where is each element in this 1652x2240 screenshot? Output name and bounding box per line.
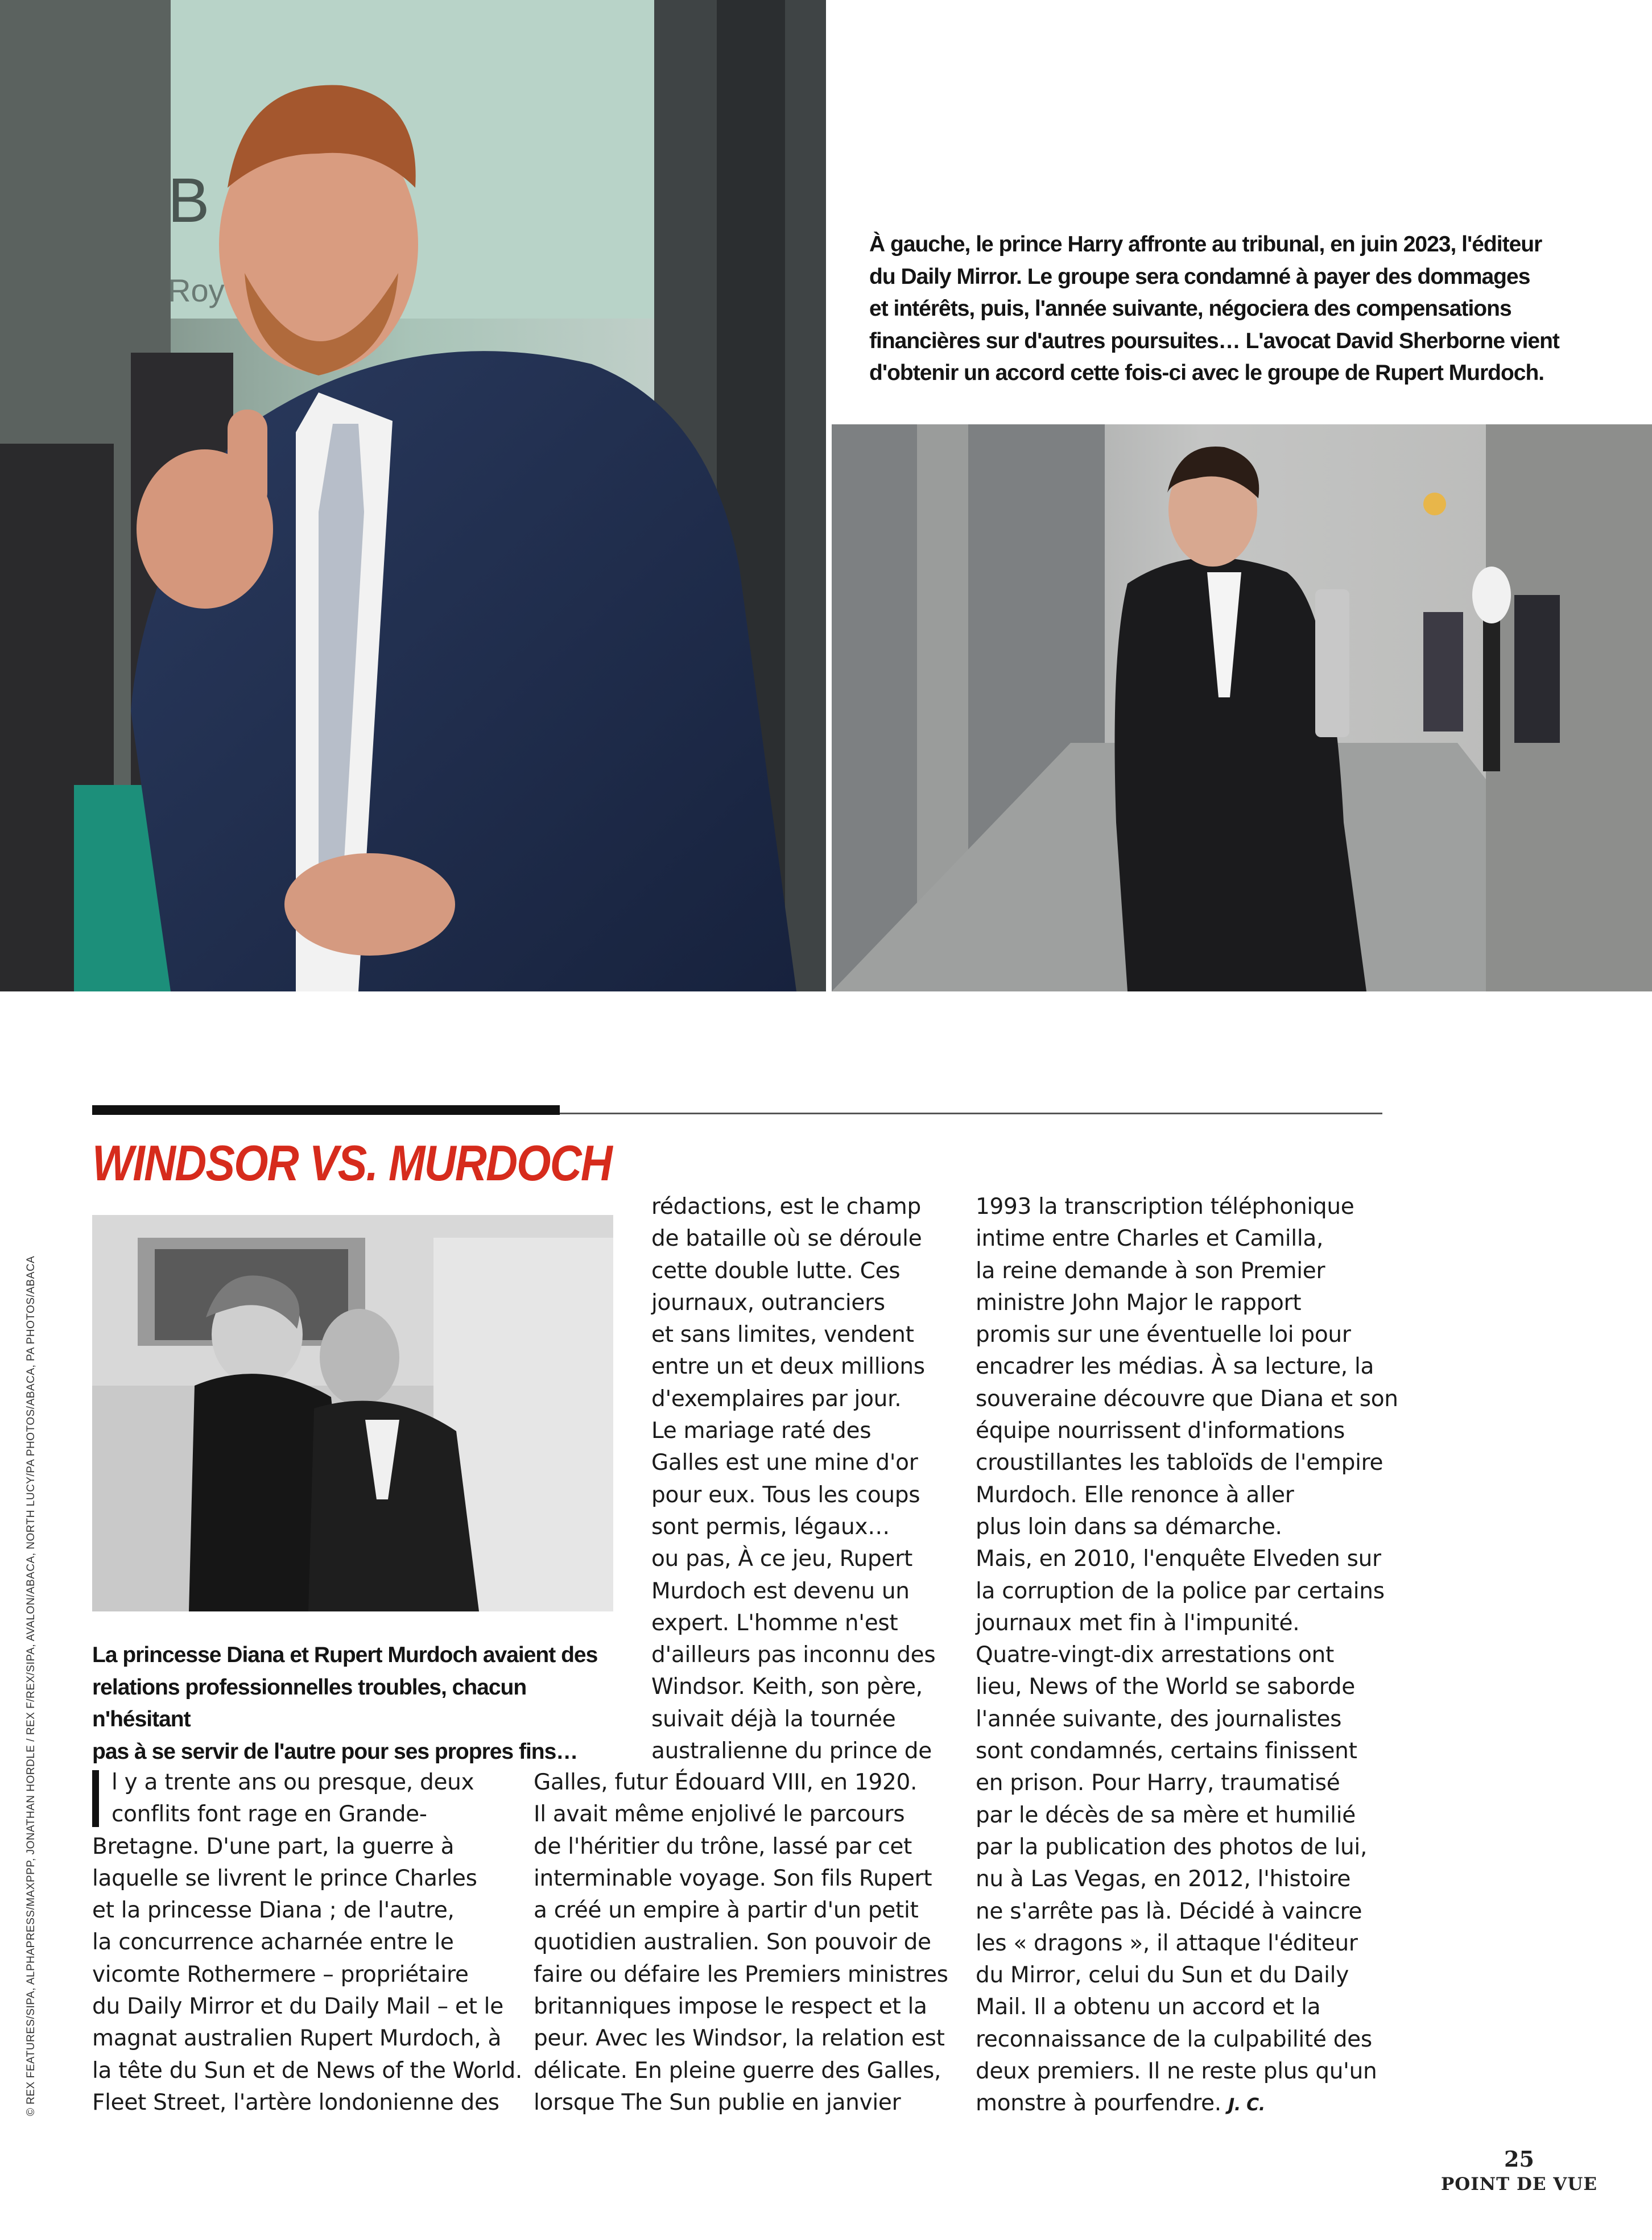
caption-harry-sherborne: [869, 229, 1580, 390]
text-line: journaux met fin à l'impunité.: [976, 1610, 1300, 1636]
text-line: promis sur une éventuelle loi pour: [976, 1322, 1351, 1348]
text-line: journaux, outranciers: [651, 1290, 885, 1316]
caption-line: du Daily Mirror. Le groupe sera condamné à payer des dommages: [869, 264, 1530, 289]
text-line: suivait déjà la tournée: [651, 1706, 896, 1732]
text-line: en prison. Pour Harry, traumatisé: [976, 1770, 1340, 1796]
text-line: Bretagne. D'une part, la guerre à: [92, 1833, 455, 1859]
page-number: 25: [1504, 2146, 1534, 2172]
text-line: encadrer les médias. À sa lecture, la: [976, 1354, 1374, 1380]
text-line: de l'héritier du trône, lassé par cet: [534, 1833, 912, 1859]
text-line: ou pas, À ce jeu, Rupert: [651, 1546, 912, 1572]
article-column-2-bottom: [534, 1767, 972, 2119]
text-line: la corruption de la police par certains: [976, 1578, 1385, 1604]
text-line: équipe nourrissent d'informations: [976, 1418, 1345, 1444]
text-line: l y a trente ans ou presque, deux: [111, 1770, 474, 1795]
text-line: et sans limites, vendent: [651, 1322, 914, 1348]
text-line: par le décès de sa mère et humilié: [976, 1802, 1356, 1828]
text-line: par la publication des photos de lui,: [976, 1834, 1368, 1860]
magazine-name: POINT DE VUE: [1440, 2174, 1597, 2194]
text-line: britanniques impose le respect et la: [534, 1994, 927, 2020]
text-line: de bataille où se déroule: [651, 1226, 922, 1252]
text-line: quotidien australien. Son pouvoir de: [534, 1929, 931, 1956]
text-line: intime entre Charles et Camilla,: [976, 1226, 1324, 1252]
text-line: australienne du prince de: [651, 1738, 932, 1764]
caption-line: pas à se servir de l'autre pour ses propres fins…: [92, 1739, 578, 1764]
text-line: croustillantes les tabloïds de l'empire: [976, 1450, 1383, 1476]
photo-credit: © REX FEATURES/SIPA, ALPHAPRESS/MAXPPP, JONATHAN HORDLE / REX F/REX/SIPA, AVALON/ABACA, NORTH LUCY/PA PHOTOS/ABACA, PA PHOTOS/ABACA: [25, 1255, 37, 2116]
author-signature: J. C.: [1228, 2095, 1265, 2115]
text-line: ministre John Major le rapport: [976, 1290, 1302, 1316]
text-line: nu à Las Vegas, en 2012, l'histoire: [976, 1866, 1351, 1892]
text-line: Galles, futur Édouard VIII, en 1920.: [534, 1770, 918, 1795]
text-line: 1993 la transcription téléphonique: [976, 1194, 1354, 1220]
caption-diana-murdoch: [92, 1639, 621, 1768]
text-line: Mail. Il a obtenu un accord et la: [976, 1994, 1321, 2020]
text-line: délicate. En pleine guerre des Galles,: [534, 2057, 941, 2084]
text-line: les « dragons », il attaque l'éditeur: [976, 1930, 1358, 1956]
text-line: monstre à pourfendre.: [976, 2090, 1221, 2117]
text-line: la concurrence acharnée entre le: [92, 1929, 454, 1956]
text-line: la tête du Sun et de News of the World.: [92, 2057, 523, 2084]
text-line: vicomte Rothermere – propriétaire: [92, 1961, 469, 1987]
photo-prince-harry: [0, 0, 826, 991]
caption-line: financières sur d'autres poursuites… L'avocat David Sherborne vient: [869, 328, 1559, 353]
text-line: entre un et deux millions: [651, 1354, 925, 1380]
text-line: laquelle se livrent le prince Charles: [92, 1865, 477, 1891]
text-line: peur. Avec les Windsor, la relation est: [534, 2026, 945, 2052]
text-line: Quatre-vingt-dix arrestations ont: [976, 1642, 1334, 1668]
caption-line: et intérêts, puis, l'année suivante, négociera des compensations: [869, 296, 1511, 321]
text-line: pour eux. Tous les coups: [651, 1482, 920, 1508]
text-line: Le mariage raté des: [651, 1418, 872, 1444]
headline-rule-thick: [92, 1105, 560, 1115]
svg-text:Roy: Roy: [168, 272, 225, 308]
text-line: sont permis, légaux…: [651, 1514, 890, 1540]
text-line: Il avait même enjolivé le parcours: [534, 1801, 905, 1828]
text-line: magnat australien Rupert Murdoch, à: [92, 2026, 502, 2052]
text-line: la reine demande à son Premier: [976, 1258, 1325, 1284]
text-line: du Mirror, celui du Sun et du Daily: [976, 1962, 1349, 1989]
caption-line: La princesse Diana et Rupert Murdoch avaient des: [92, 1643, 598, 1667]
text-line: a créé un empire à partir d'un petit: [534, 1898, 919, 1924]
text-line: rédactions, est le champ: [651, 1194, 921, 1220]
text-line-last: [976, 2088, 1394, 2121]
text-line: du Daily Mirror et du Daily Mail – et le: [92, 1994, 503, 2020]
text-line: deux premiers. Il ne reste plus qu'un: [976, 2059, 1377, 2085]
text-line: Fleet Street, l'artère londonienne des: [92, 2089, 499, 2115]
text-line: l'année suivante, des journalistes: [976, 1706, 1342, 1732]
caption-line: À gauche, le prince Harry affronte au tribunal, en juin 2023, l'éditeur: [869, 232, 1542, 257]
text-line: plus loin dans sa démarche.: [976, 1514, 1282, 1540]
text-line: d'exemplaires par jour.: [651, 1386, 902, 1412]
article-column-3: [976, 1191, 1398, 2122]
text-line: cette double lutte. Ces: [651, 1258, 901, 1284]
text-line: Murdoch. Elle renonce à aller: [976, 1482, 1294, 1508]
headline-rule-thin: [560, 1113, 1382, 1114]
page-folio: [1441, 2146, 1597, 2196]
text-line: souveraine découvre que Diana et son: [976, 1386, 1398, 1412]
text-line: sont condamnés, certains finissent: [976, 1738, 1357, 1764]
text-line: Murdoch est devenu un: [651, 1578, 910, 1604]
caption-line: relations professionnelles troubles, chacun n'hésitant: [92, 1675, 527, 1731]
text-line: d'ailleurs pas inconnu des: [651, 1642, 936, 1668]
text-line: expert. L'homme n'est: [651, 1610, 898, 1636]
text-line: reconnaissance de la culpabilité des: [976, 2026, 1372, 2052]
article-column-2-top: [651, 1191, 959, 1767]
text-line: conflits font rage en Grande-: [111, 1801, 427, 1828]
caption-line: d'obtenir un accord cette fois-ci avec le groupe de Rupert Murdoch.: [869, 361, 1544, 385]
photo-diana-murdoch: [92, 1215, 613, 1611]
text-line: faire ou défaire les Premiers ministres: [534, 1961, 948, 1987]
text-line: interminable voyage. Son fils Rupert: [534, 1865, 932, 1891]
article-column-1: [92, 1767, 523, 2119]
text-line: Mais, en 2010, l'enquête Elveden sur: [976, 1546, 1381, 1572]
text-line: et la princesse Diana ; de l'autre,: [92, 1898, 455, 1924]
svg-text:B: B: [168, 166, 210, 235]
photo-david-sherborne: [832, 424, 1652, 991]
article-headline: WINDSOR VS. MURDOCH: [92, 1135, 612, 1191]
text-line: Windsor. Keith, son père,: [651, 1674, 923, 1700]
text-line: lorsque The Sun publie en janvier: [534, 2089, 901, 2115]
text-line: ne s'arrête pas là. Décidé à vaincre: [976, 1898, 1362, 1924]
text-line: Galles est une mine d'or: [651, 1450, 918, 1476]
text-line: lieu, News of the World se saborde: [976, 1674, 1355, 1700]
